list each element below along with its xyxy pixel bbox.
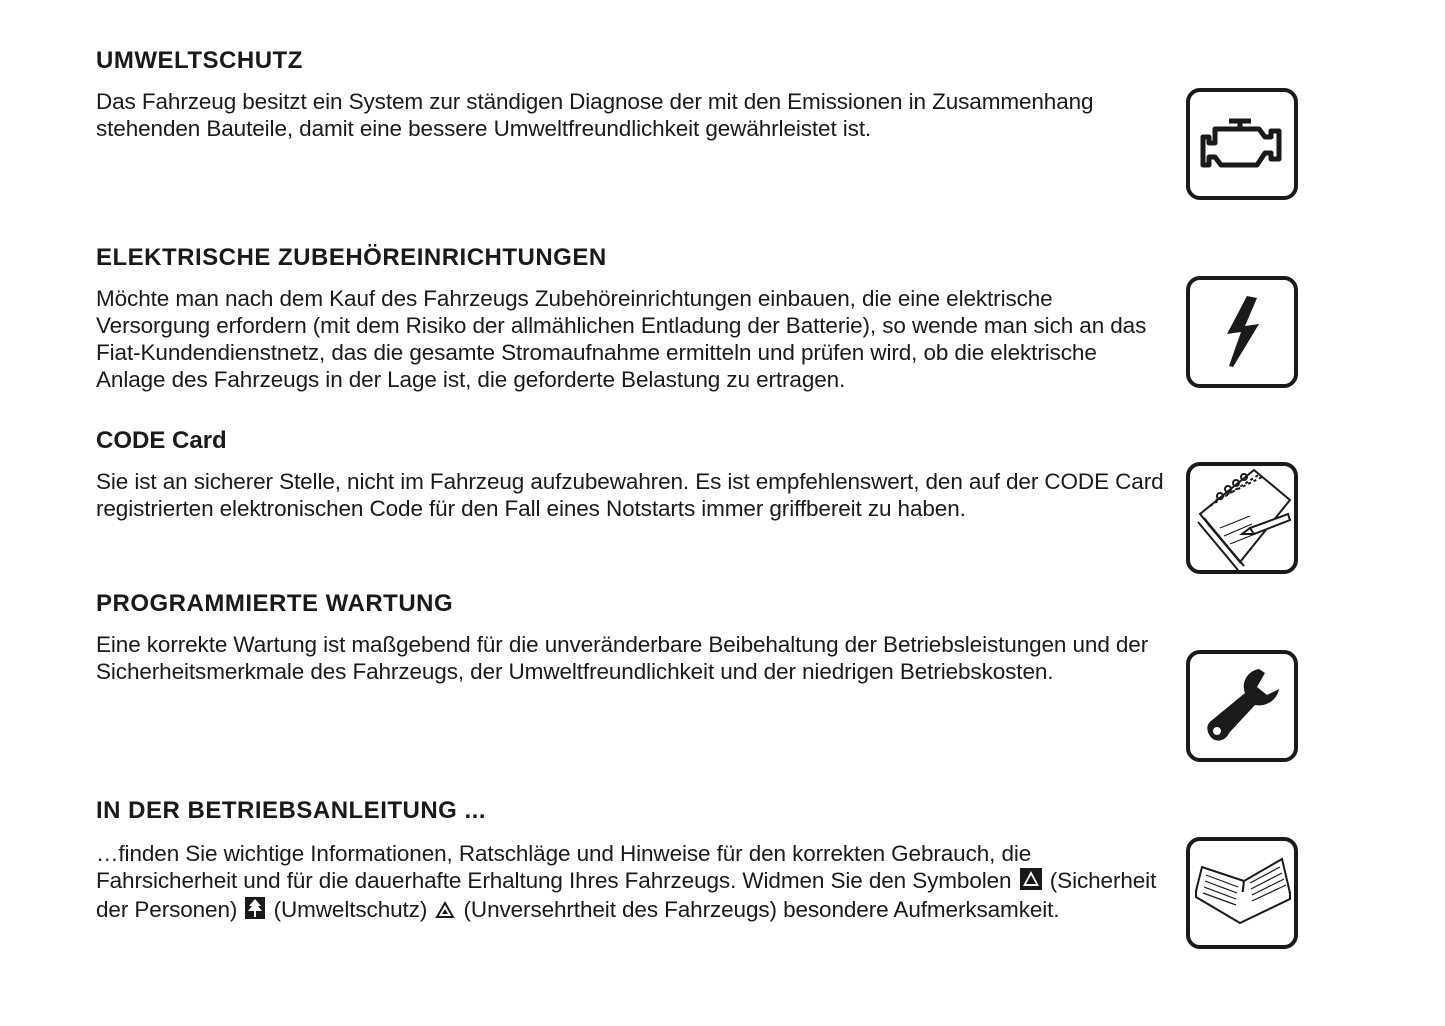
section-title: CODE Card (96, 427, 227, 454)
section-text (96, 840, 1166, 925)
text-part-4: (Unversehrtheit des Fahrzeugs) besondere Aufmerksamkeit. (463, 897, 1060, 922)
text-part-3: (Umweltschutz) (273, 897, 428, 922)
text-part-1: …finden Sie wichtige Informationen, Ratschläge und Hinweise für den korrekten Gebrauch, die Fahrsicherheit und für die dauerhafte Erhaltung Ihres Fahrzeugs. Widmen Sie den Symbolen (96, 841, 1032, 893)
section-text: Eine korrekte Wartung ist maßgebend für die unveränderbare Beibehaltung der Betriebsleistungen und der Sicherheitsmerkmale des Fahrzeugs, der Umweltfreundlichkeit und der niedrigen Betriebskosten. (96, 632, 1149, 684)
lightning-icon (1186, 276, 1298, 388)
safety-warning-icon (1020, 868, 1042, 896)
section-in-der-betriebsanleitung (96, 796, 1166, 925)
section-umweltschutz (96, 46, 1166, 142)
environment-tree-icon (245, 897, 265, 925)
section-title: IN DER BETRIEBSANLEITUNG ... (96, 797, 487, 824)
section-title: UMWELTSCHUTZ (96, 47, 303, 74)
wrench-icon (1186, 650, 1298, 762)
text-part-2: (Sicherheit der Personen) (96, 868, 1157, 922)
section-text: Möchte man nach dem Kauf des Fahrzeugs Zubehöreinrichtungen einbauen, die eine elektrische Versorgung erfordern (mit dem Risiko der allmählichen Entladung der Batterie), so wende man sich an das Fiat-Kundendienstnetz, das die gesamte Stromaufnahme ermitteln und prüfen wird, ob die elektrische Anlage des Fahrzeugs in der Lage ist, die geforderte Belastung zu ertragen. (96, 286, 1147, 392)
section-programmierte-wartung (96, 589, 1166, 685)
section-code-card (96, 426, 1166, 522)
section-elektrische-zubehoereinrichtungen (96, 243, 1166, 393)
notebook-icon (1186, 462, 1298, 574)
vehicle-warning-icon (435, 898, 455, 925)
open-book-icon (1186, 837, 1298, 949)
engine-icon (1186, 88, 1298, 200)
section-title: PROGRAMMIERTE WARTUNG (96, 590, 454, 617)
section-text: Das Fahrzeug besitzt ein System zur ständigen Diagnose der mit den Emissionen in Zusammenhang stehenden Bauteile, damit eine bessere Umweltfreundlichkeit gewährleistet ist. (96, 89, 1094, 141)
section-text: Sie ist an sicherer Stelle, nicht im Fahrzeug aufzubewahren. Es ist empfehlenswert, den auf der CODE Card registrierten elektronischen Code für den Fall eines Notstarts immer griffbereit zu haben. (96, 469, 1164, 521)
section-title: ELEKTRISCHE ZUBEHÖREINRICHTUNGEN (96, 244, 607, 271)
